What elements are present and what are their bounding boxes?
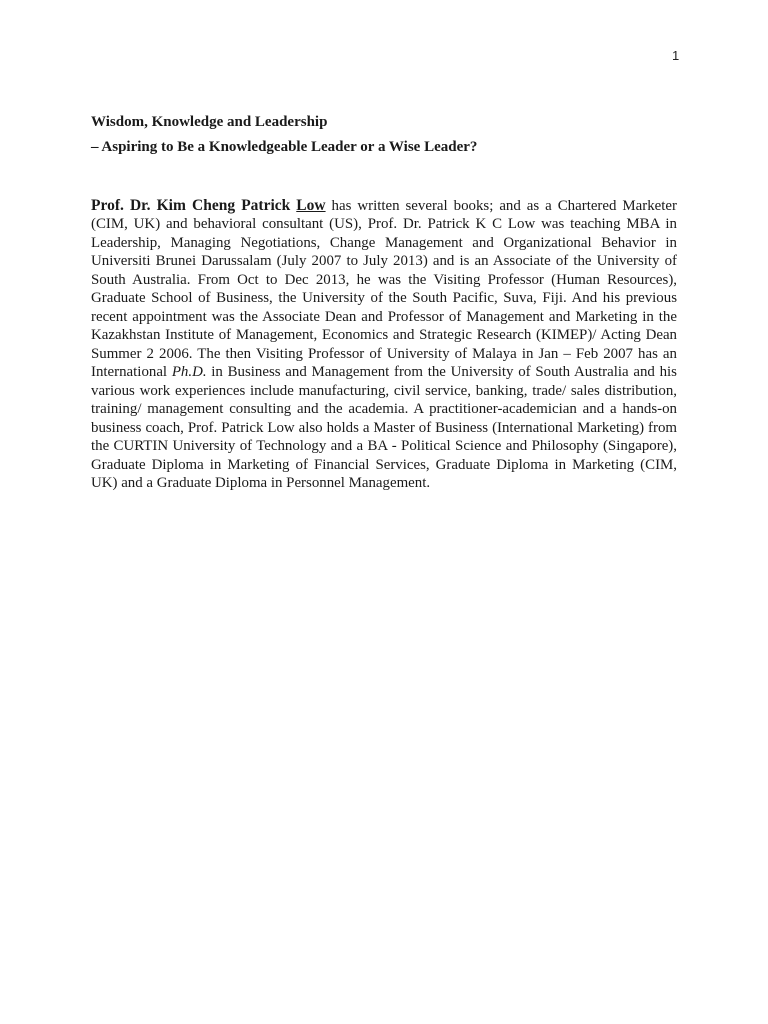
degree-italic: Ph.D. [171,364,207,381]
document-subtitle: – Aspiring to Be a Knowledgeable Leader or a Wise Leader? [91,139,478,155]
page-number: 1 [672,48,680,63]
document-title: Wisdom, Knowledge and Leadership [91,114,328,130]
author-bio-paragraph [91,197,677,493]
bio-text-part1: has written several books; and as a Chartered Marketer (CIM, UK) and behavioral consultant (US), Prof. Dr. Patrick K C Low was teaching MBA in Leadership, Managing Negotiations, Change Management and Organizational Behavior in Universiti Brunei Darussalam (July 2007 to July 2013) and is an Associate of the University of South Australia. From Oct to Dec 2013, he was the Visiting Professor (Human Resources), Graduate School of Business, the University of the South Pacific, Suva, Fiji. And his previous recent appointment was the Associate Dean and Professor of Management and Marketing in the Kazakhstan Institute of Management, Economics and Strategic Research (KIMEP)/ Acting Dean Summer 2 2006. The then Visiting Professor of University of Malaya in Jan – Feb 2007 has an International [91,197,677,381]
author-name: Prof. Dr. Kim Cheng Patrick [91,196,291,214]
author-surname: Low [296,196,326,214]
bio-text-part2: in Business and Management from the University of South Australia and his various work experiences include manufacturing, civil service, banking, trade/ sales distribution, training/ management consulting and the academia. A practitioner-academician and a hands-on business coach, Prof. Patrick Low also holds a Master of Business (International Marketing) from the CURTIN University of Technology and a BA - Political Science and Philosophy (Singapore), Graduate Diploma in Marketing of Financial Services, Graduate Diploma in Marketing (CIM, UK) and a Graduate Diploma in Personnel Management. [91,364,677,492]
